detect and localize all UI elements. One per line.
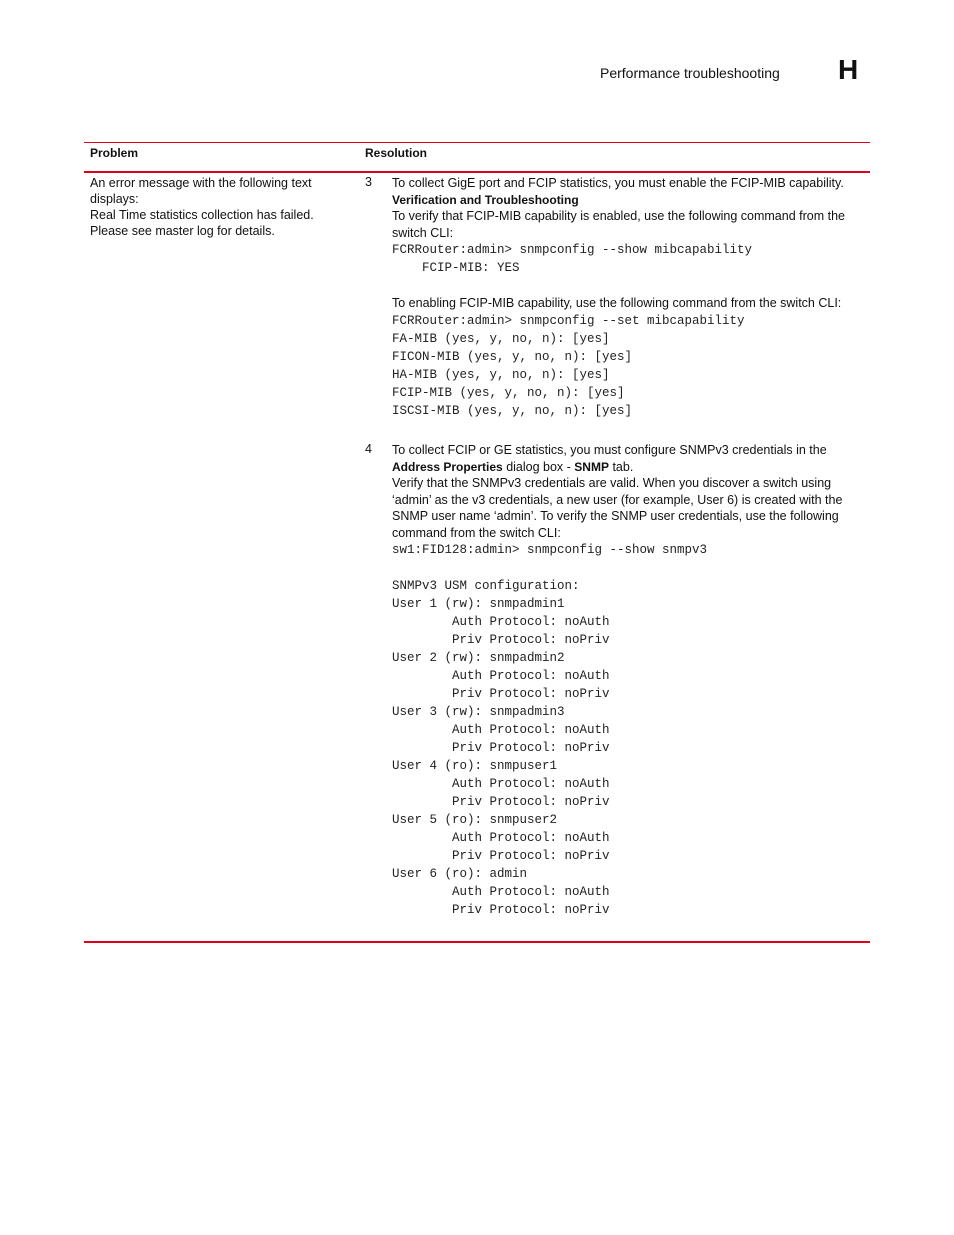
step-3-enable-text: To enabling FCIP-MIB capability, use the following command from the switch CLI: <box>392 296 842 310</box>
step-3-subheading <box>392 192 862 209</box>
step-number-3: 3 <box>365 175 372 189</box>
table-bottom-rule <box>84 941 870 943</box>
problem-line: Please see master log for details. <box>90 224 275 238</box>
step-number-4: 4 <box>365 442 372 456</box>
step-3-verify-code: FCRRouter:admin> snmpconfig --show mibcapability FCIP-MIB: YES <box>392 243 753 275</box>
step-3-intro: To collect GigE port and FCIP statistics, you must enable the FCIP-MIB capability. <box>392 176 844 190</box>
step-3-body <box>392 175 862 420</box>
section-title: Performance troubleshooting <box>600 65 780 81</box>
table-header-rule <box>84 171 870 173</box>
step-3-verify-text: To verify that FCIP-MIB capability is enabled, use the following command from the switch CLI: <box>392 209 845 240</box>
step-4-output: SNMPv3 USM configuration: User 1 (rw): snmpadmin1 Auth Protocol: noAuth Priv Protocol: noPriv User 2 (rw): snmpadmin2 Auth Protocol: noAuth Priv Protocol: noPriv User 3 (rw): snmpadmin3 Auth Protocol: noAuth Priv Protocol: noPriv User 4 (ro): snmpuser1 Auth Protocol: noAuth Priv Protocol: noPriv User 5 (ro): snmpuser2 Auth Protocol: noAuth Priv Protocol: noPriv User 6 (ro): admin Auth Protocol: noAuth Priv Protocol: noPriv <box>392 579 610 917</box>
appendix-letter: H <box>838 54 859 85</box>
step-4-intro <box>392 442 862 475</box>
step-4-intro-mid: dialog box - <box>502 459 575 474</box>
table-top-rule <box>84 142 870 143</box>
step-4-intro-before: To collect FCIP or GE statistics, you must configure SNMPv3 credentials in the <box>392 443 827 457</box>
problem-cell <box>90 175 340 239</box>
column-header-problem: Problem <box>90 146 139 160</box>
problem-line: An error message with the following text <box>90 176 312 190</box>
snmp-tab-label: SNMP <box>574 459 609 474</box>
step-3-enable-code: FCRRouter:admin> snmpconfig --set mibcapability FA-MIB (yes, y, no, n): [yes] FICON-MIB (yes, y, no, n): [yes] HA-MIB (yes, y, no, n): [yes] FCIP-MIB (yes, y, no, n): [yes] ISCSI-MIB (yes, y, no, n): [yes] <box>392 313 745 418</box>
step-4-verify-text: Verify that the SNMPv3 credentials are valid. When you discover a switch using ‘admin’ as the v3 credentials, a new user (for example, User 6) is created with the SNMP user name ‘admin’. To verify the SNMP user credentials, use the following command from the switch CLI: <box>392 476 843 540</box>
step-4-command: sw1:FID128:admin> snmpconfig --show snmpv3 <box>392 543 708 557</box>
step-4-intro-after: tab. <box>608 459 634 474</box>
problem-line: displays: <box>90 192 139 206</box>
column-header-resolution: Resolution <box>365 146 427 160</box>
step-4-body <box>392 442 862 919</box>
problem-line: Real Time statistics collection has failed. <box>90 208 314 222</box>
verification-heading: Verification and Troubleshooting <box>392 192 579 207</box>
address-properties-label: Address Properties <box>392 459 503 474</box>
